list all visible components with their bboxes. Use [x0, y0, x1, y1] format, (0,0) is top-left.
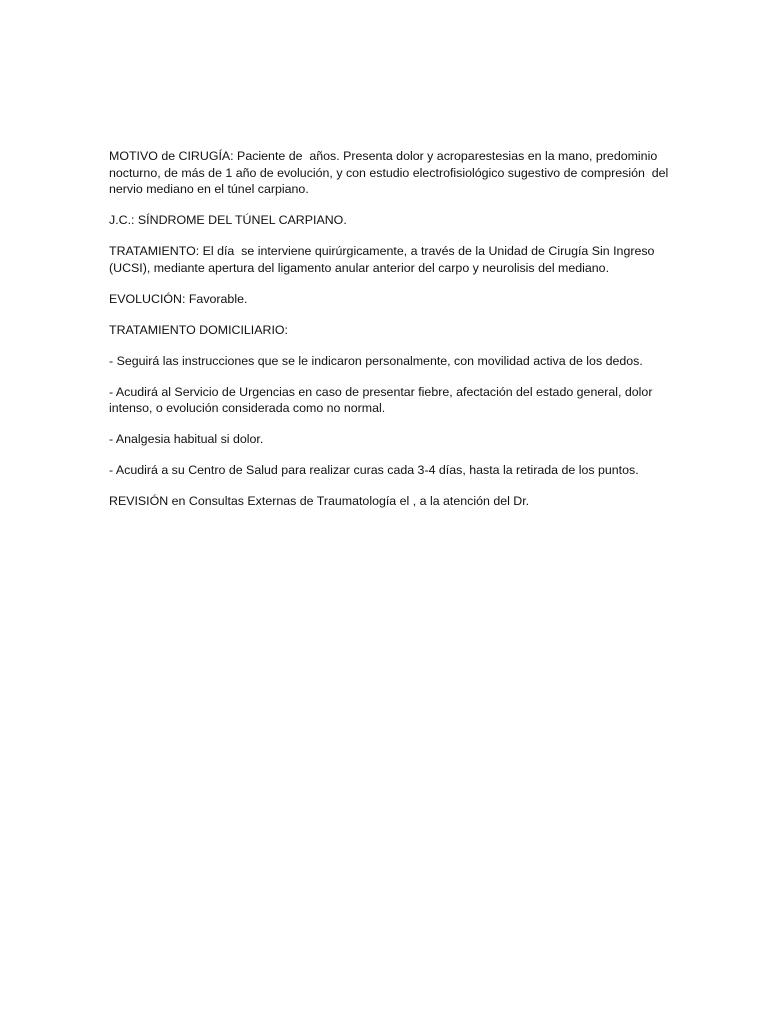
- paragraph-juicio-clinico: J.C.: SÍNDROME DEL TÚNEL CARPIANO.: [109, 213, 347, 227]
- paragraph-urgencias: - Acudirá al Servicio de Urgencias en caso de presentar fiebre, afectación del estado general, dolor intenso, o evolución considerada como no normal.: [109, 384, 656, 415]
- paragraph-motivo-cirugia: MOTIVO de CIRUGÍA: Paciente de años. Presenta dolor y acroparestesias en la mano, predominio nocturno, de más de 1 año de evolución, y con estudio electrofisiológico sugestivo de compresión del nervio mediano en el túnel carpiano.: [109, 149, 672, 196]
- paragraph-curas: - Acudirá a su Centro de Salud para realizar curas cada 3-4 días, hasta la retirada de los puntos.: [109, 463, 639, 477]
- paragraph-instrucciones: - Seguirá las instrucciones que se le indicaron personalmente, con movilidad activa de los dedos.: [109, 353, 643, 368]
- paragraph-tratamiento: TRATAMIENTO: El día se interviene quirúrgicamente, a través de la Unidad de Cirugía Sin Ingreso (UCSI), mediante apertura del ligamento anular anterior del carpo y neurolisis del mediano.: [109, 244, 658, 275]
- paragraph-analgesia: - Analgesia habitual si dolor.: [109, 432, 264, 446]
- paragraph-tratamiento-domiciliario-heading: TRATAMIENTO DOMICILIARIO:: [109, 322, 288, 337]
- document-page: [109, 148, 672, 524]
- paragraph-evolucion: EVOLUCIÓN: Favorable.: [109, 291, 248, 306]
- paragraph-revision: REVISIÓN en Consultas Externas de Traumatología el , a la atención del Dr.: [109, 494, 530, 508]
